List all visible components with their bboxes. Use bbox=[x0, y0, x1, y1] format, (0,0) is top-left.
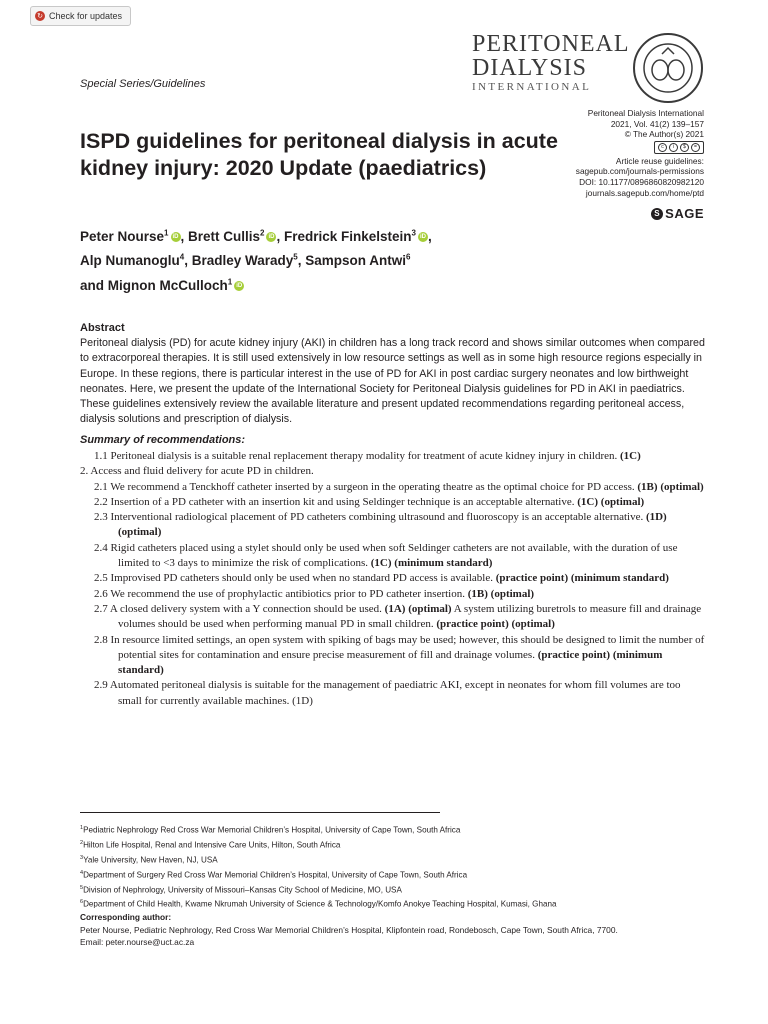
recommendation-item: 2.6 We recommend the use of prophylactic antibiotics prior to PD catheter insertion. (1B) (optimal) bbox=[94, 587, 535, 600]
recommendations-list bbox=[80, 449, 706, 709]
author: Peter Nourse$^1$ iD , bbox=[80, 228, 189, 244]
journal-name-line3: INTERNATIONAL bbox=[472, 81, 592, 93]
affiliation-item: $^4$Department of Surgery Red Cross War Memorial Children’s Hospital, University of Cape Town, South Africa bbox=[80, 869, 468, 880]
meta-reuse-link[interactable]: sagepub.com/journals-permissions bbox=[575, 166, 704, 177]
recommendation-item: 2.5 Improvised PD catheters should only be used when no standard PD access is available. (practice point) (minimum standard) bbox=[94, 572, 669, 585]
meta-copyright: © The Author(s) 2021 bbox=[624, 129, 704, 140]
author: and Mignon McCulloch$^1$ iD bbox=[80, 277, 243, 293]
recommendation-item: 2.7 A closed delivery system with a Y connection should be used. (1A) (optimal) A system utilizing buretrols to measure fill and drainage volumes should be used when performing manual PD in small children. (practice point) (optimal) bbox=[94, 602, 702, 631]
recommendation-item: 2.3 Interventional radiological placement of PD catheters combining ultrasound and fluoroscopy is an acceptable alternative. (1D) (optimal) bbox=[94, 511, 667, 539]
cc-license-icon[interactable]: c i $ = bbox=[654, 141, 704, 154]
summary-heading: Summary of recommendations: bbox=[80, 434, 246, 446]
meta-journal: Peritoneal Dialysis International bbox=[587, 108, 704, 118]
meta-reuse-label: Article reuse guidelines: bbox=[615, 155, 704, 166]
article-metadata bbox=[576, 108, 704, 198]
series-label: Special Series/Guidelines bbox=[80, 78, 206, 90]
recommendation-item: 2. Access and fluid delivery for acute PD in children. bbox=[80, 465, 314, 478]
recommendation-item: 2.2 Insertion of a PD catheter with an insertion kit and using Seldinger technique is an acceptable alternative. (1C) (optimal) bbox=[94, 495, 645, 508]
orcid-icon[interactable]: iD bbox=[268, 233, 275, 240]
meta-doi[interactable]: DOI: 10.1177/0896860820982120 bbox=[579, 176, 704, 187]
affiliation-item: $^1$Pediatric Nephrology Red Cross War Memorial Children’s Hospital, University of Cape Town, South Africa bbox=[80, 825, 461, 835]
recommendation-item: 2.8 In resource limited settings, an open system with spiking of bags may be used; however, this should be designed to limit the number of potential sites for contamination and ensure precise measurement of fill and drainage volumes. (practice point) (minimum standard) bbox=[94, 633, 705, 677]
society-seal-icon bbox=[632, 32, 704, 104]
update-icon: ↻ bbox=[35, 11, 45, 21]
corresponding-details bbox=[80, 924, 720, 948]
journal-logo bbox=[472, 32, 630, 93]
recommendation-item: 2.4 Rigid catheters placed using a stylet should only be used when soft Seldinger catheters are not available, with the duration of use limited to <3 days to minimize the risk of complications. (1C) (minimum standard) bbox=[94, 541, 678, 570]
orcid-icon[interactable]: iD bbox=[236, 282, 243, 289]
recommendation-item: 1.1 Peritoneal dialysis is a suitable renal replacement therapy modality for treatment of acute kidney injury in children. (1C) bbox=[94, 450, 641, 462]
sage-icon: S bbox=[651, 208, 663, 220]
affiliation-item: $^2$Hilton Life Hospital, Renal and Intensive Care Units, Hilton, South Africa bbox=[80, 839, 341, 850]
abstract-heading: Abstract bbox=[80, 322, 125, 334]
corresponding-heading: Corresponding author: bbox=[80, 912, 172, 922]
recommendation-item: 2.9 Automated peritoneal dialysis is suitable for the management of paediatric AKI, except in neonates for whom fill volumes are too small for currently available machines. (1D) bbox=[94, 679, 681, 707]
recommendation-item: 2.1 We recommend a Tenckhoff catheter inserted by a surgeon in the operating theatre as the optimal choice for PD access. (1B) (optimal) bbox=[94, 480, 704, 493]
meta-home-link[interactable]: journals.sagepub.com/home/ptd bbox=[585, 187, 704, 198]
publisher-name: SAGE bbox=[665, 206, 704, 221]
affiliations-list bbox=[80, 822, 720, 911]
author: Sampson Antwi$^6$ bbox=[305, 252, 411, 268]
affiliation-item: $^6$Department of Child Health, Kwame Nkrumah University of Science & Technology/Komfo Anokye Teaching Hospital, Kumasi, Ghana bbox=[80, 899, 557, 910]
journal-name-line2: DIALYSIS bbox=[472, 55, 587, 81]
affiliation-item: $^5$Division of Nephrology, University of Missouri–Kansas City School of Medicine, MO, USA bbox=[80, 884, 402, 895]
article-title: ISPD guidelines for peritoneal dialysis in acute kidney injury: 2020 Update (paediatrics) bbox=[80, 129, 558, 180]
journal-name-line1: PERITONEAL bbox=[472, 31, 630, 57]
check-for-updates-badge[interactable] bbox=[30, 6, 131, 26]
abstract-text: Peritoneal dialysis (PD) for acute kidney injury (AKI) in children has a long track record and shows similar outcomes when compared to extracorporeal therapies. It is still used extensively in low resource settings as well as in some high resource regions especially in Europe. In these regions, there is particular interest in the use of PD for AKI in post cardiac surgery neonates and low birthweight neonates. Here, we present the update of the International Society for Peritoneal Dialysis guidelines for PD in AKI in paediatrics. These guidelines extensively review the available literature and present updated recommendations regarding peritoneal access, dialysis solutions and prescription of dialysis. bbox=[80, 337, 705, 426]
footnote-divider bbox=[80, 812, 440, 813]
orcid-icon[interactable]: iD bbox=[172, 233, 179, 240]
corresponding-email[interactable]: Email: peter.nourse@uct.ac.za bbox=[80, 937, 195, 947]
author-list bbox=[80, 222, 520, 296]
author: Alp Numanoglu$^4$, bbox=[80, 252, 192, 268]
author: Brett Cullis$^2$ iD , bbox=[188, 228, 284, 244]
check-for-updates-label: Check for updates bbox=[49, 11, 123, 21]
author: Fredrick Finkelstein$^3$ iD , bbox=[284, 228, 432, 244]
affiliation-item: $^3$Yale University, New Haven, NJ, USA bbox=[80, 854, 218, 865]
meta-volume: 2021, Vol. 41(2) 139–157 bbox=[610, 118, 704, 129]
corresponding-address: Peter Nourse, Pediatric Nephrology, Red Cross War Memorial Children’s Hospital, Klipfontein road, Rondebosch, Cape Town, South Africa, 7700. bbox=[80, 925, 618, 935]
orcid-icon[interactable]: iD bbox=[420, 233, 426, 240]
publisher-logo bbox=[651, 206, 704, 221]
author: Bradley Warady$^5$, bbox=[191, 252, 306, 268]
